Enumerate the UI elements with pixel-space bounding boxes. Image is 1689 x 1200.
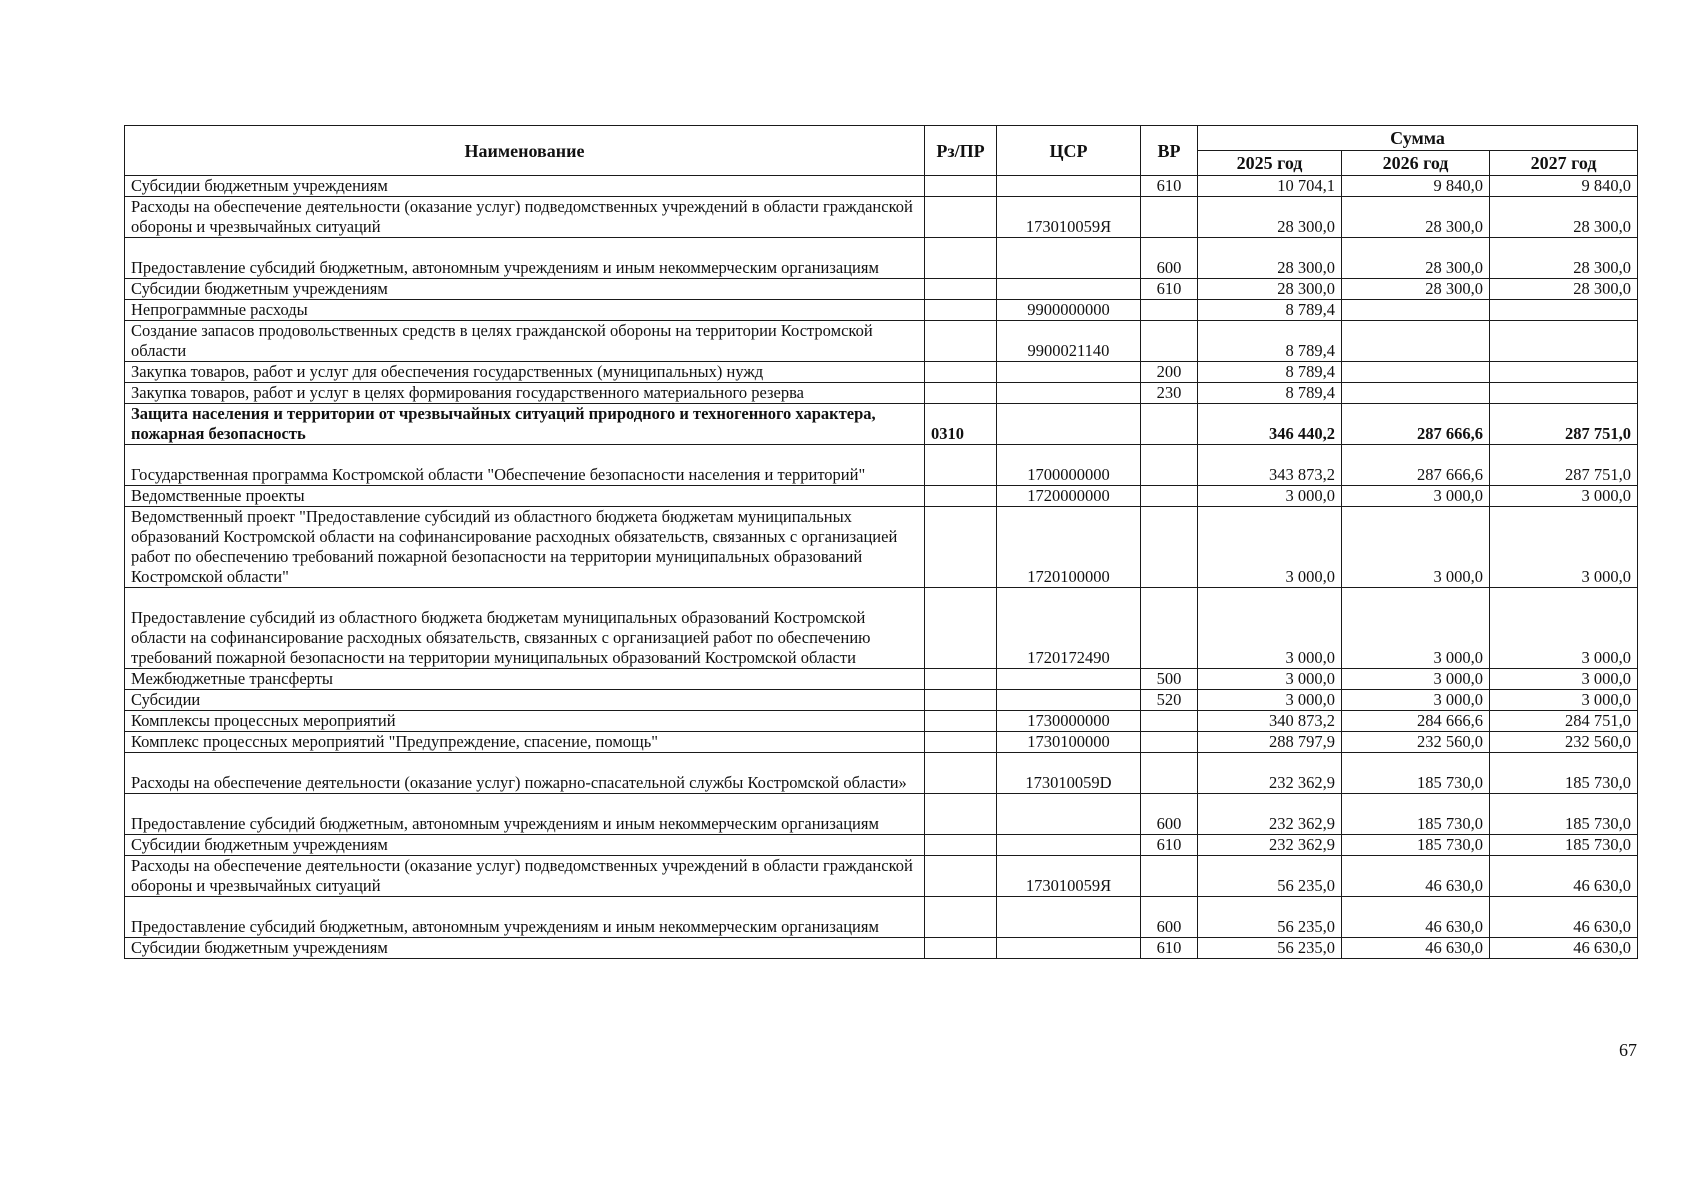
row-csr (997, 383, 1141, 404)
row-name: Ведомственные проекты (125, 486, 925, 507)
table-row (125, 897, 1638, 938)
header-year-2025: 2025 год (1198, 151, 1342, 176)
row-csr: 1730100000 (997, 732, 1141, 753)
row-rz (925, 753, 997, 794)
table-row (125, 279, 1638, 300)
table-row (125, 835, 1638, 856)
table-header (125, 126, 1638, 176)
row-rz (925, 732, 997, 753)
row-rz (925, 486, 997, 507)
row-sum-2025: 3 000,0 (1198, 486, 1342, 507)
row-sum-2025: 28 300,0 (1198, 197, 1342, 238)
row-name: Комплексы процессных мероприятий (125, 711, 925, 732)
row-name: Субсидии бюджетным учреждениям (125, 176, 925, 197)
row-sum-2027: 3 000,0 (1490, 669, 1638, 690)
row-sum-2027: 3 000,0 (1490, 690, 1638, 711)
row-vr (1141, 588, 1198, 669)
row-sum-2026: 3 000,0 (1342, 690, 1490, 711)
row-sum-2026: 28 300,0 (1342, 197, 1490, 238)
row-vr: 610 (1141, 835, 1198, 856)
row-rz (925, 176, 997, 197)
row-sum-2026: 46 630,0 (1342, 856, 1490, 897)
row-rz (925, 279, 997, 300)
row-rz (925, 445, 997, 486)
row-sum-2025: 56 235,0 (1198, 938, 1342, 959)
table-row (125, 588, 1638, 669)
row-sum-2026: 3 000,0 (1342, 588, 1490, 669)
row-name: Государственная программа Костромской области "Обеспечение безопасности населения и территорий" (125, 445, 925, 486)
row-sum-2025: 8 789,4 (1198, 321, 1342, 362)
row-name: Расходы на обеспечение деятельности (оказание услуг) подведомственных учреждений в области гражданской обороны и чрезвычайных ситуаций (125, 197, 925, 238)
row-vr: 500 (1141, 669, 1198, 690)
row-vr (1141, 753, 1198, 794)
row-sum-2027 (1490, 321, 1638, 362)
row-sum-2027: 28 300,0 (1490, 279, 1638, 300)
row-vr: 610 (1141, 176, 1198, 197)
table-row (125, 669, 1638, 690)
row-vr: 600 (1141, 897, 1198, 938)
row-sum-2026 (1342, 383, 1490, 404)
row-rz (925, 794, 997, 835)
table-row (125, 197, 1638, 238)
row-vr (1141, 732, 1198, 753)
row-name: Ведомственный проект "Предоставление субсидий из областного бюджета бюджетам муниципальных образований Костромской области на софинансирование расходных обязательств, связанных с организацией работ по обеспечению требований пожарной безопасности на территории муниципальных образований Костромской области" (125, 507, 925, 588)
row-name: Закупка товаров, работ и услуг в целях формирования государственного материального резерва (125, 383, 925, 404)
row-name: Создание запасов продовольственных средств в целях гражданской обороны на территории Костромской области (125, 321, 925, 362)
row-name: Предоставление субсидий бюджетным, автономным учреждениям и иным некоммерческим организациям (125, 238, 925, 279)
row-name: Непрограммные расходы (125, 300, 925, 321)
row-csr (997, 835, 1141, 856)
row-csr: 9900021140 (997, 321, 1141, 362)
row-vr (1141, 711, 1198, 732)
row-sum-2027: 287 751,0 (1490, 404, 1638, 445)
row-sum-2026: 3 000,0 (1342, 507, 1490, 588)
row-sum-2026: 46 630,0 (1342, 938, 1490, 959)
row-csr: 173010059D (997, 753, 1141, 794)
row-sum-2026: 3 000,0 (1342, 669, 1490, 690)
row-rz (925, 300, 997, 321)
header-name: Наименование (125, 126, 925, 176)
row-sum-2025: 8 789,4 (1198, 383, 1342, 404)
header-year-2027: 2027 год (1490, 151, 1638, 176)
row-vr: 610 (1141, 938, 1198, 959)
row-rz (925, 897, 997, 938)
row-sum-2025: 28 300,0 (1198, 238, 1342, 279)
row-csr: 1700000000 (997, 445, 1141, 486)
row-sum-2026: 284 666,6 (1342, 711, 1490, 732)
table-row (125, 176, 1638, 197)
row-sum-2025: 3 000,0 (1198, 690, 1342, 711)
row-sum-2025: 232 362,9 (1198, 835, 1342, 856)
row-sum-2027: 185 730,0 (1490, 835, 1638, 856)
row-rz (925, 321, 997, 362)
row-csr (997, 690, 1141, 711)
row-sum-2025: 28 300,0 (1198, 279, 1342, 300)
row-sum-2025: 288 797,9 (1198, 732, 1342, 753)
row-csr: 173010059Я (997, 856, 1141, 897)
table-body (125, 176, 1638, 959)
row-sum-2027: 9 840,0 (1490, 176, 1638, 197)
row-sum-2027: 3 000,0 (1490, 507, 1638, 588)
table-row (125, 690, 1638, 711)
table-row (125, 362, 1638, 383)
table-row (125, 238, 1638, 279)
row-csr: 173010059Я (997, 197, 1141, 238)
row-rz (925, 362, 997, 383)
row-rz (925, 690, 997, 711)
row-vr (1141, 321, 1198, 362)
table-row (125, 300, 1638, 321)
row-csr (997, 279, 1141, 300)
row-sum-2027: 284 751,0 (1490, 711, 1638, 732)
table-row (125, 732, 1638, 753)
table-row (125, 711, 1638, 732)
row-vr: 610 (1141, 279, 1198, 300)
row-vr: 600 (1141, 794, 1198, 835)
row-csr (997, 362, 1141, 383)
row-sum-2026 (1342, 300, 1490, 321)
row-sum-2025: 232 362,9 (1198, 753, 1342, 794)
row-vr (1141, 197, 1198, 238)
row-sum-2027 (1490, 383, 1638, 404)
row-sum-2027 (1490, 362, 1638, 383)
header-vr: ВР (1141, 126, 1198, 176)
row-sum-2025: 56 235,0 (1198, 856, 1342, 897)
row-sum-2025: 8 789,4 (1198, 362, 1342, 383)
row-name: Предоставление субсидий бюджетным, автономным учреждениям и иным некоммерческим организациям (125, 794, 925, 835)
row-sum-2027: 287 751,0 (1490, 445, 1638, 486)
row-csr (997, 238, 1141, 279)
row-sum-2026: 287 666,6 (1342, 445, 1490, 486)
row-sum-2027: 28 300,0 (1490, 238, 1638, 279)
table-row (125, 507, 1638, 588)
table-row (125, 938, 1638, 959)
row-name: Субсидии (125, 690, 925, 711)
row-sum-2025: 3 000,0 (1198, 588, 1342, 669)
row-vr (1141, 507, 1198, 588)
table-row (125, 794, 1638, 835)
row-sum-2026: 46 630,0 (1342, 897, 1490, 938)
row-vr: 600 (1141, 238, 1198, 279)
row-sum-2027: 46 630,0 (1490, 938, 1638, 959)
row-sum-2026 (1342, 362, 1490, 383)
row-sum-2025: 56 235,0 (1198, 897, 1342, 938)
row-sum-2027: 3 000,0 (1490, 588, 1638, 669)
table-row (125, 856, 1638, 897)
row-sum-2027: 46 630,0 (1490, 897, 1638, 938)
row-csr: 1720172490 (997, 588, 1141, 669)
row-csr: 9900000000 (997, 300, 1141, 321)
row-name: Субсидии бюджетным учреждениям (125, 279, 925, 300)
table-row (125, 383, 1638, 404)
row-sum-2027: 46 630,0 (1490, 856, 1638, 897)
row-rz (925, 197, 997, 238)
row-rz (925, 938, 997, 959)
row-csr (997, 794, 1141, 835)
row-sum-2026: 185 730,0 (1342, 794, 1490, 835)
row-vr (1141, 486, 1198, 507)
header-year-2026: 2026 год (1342, 151, 1490, 176)
row-sum-2026: 287 666,6 (1342, 404, 1490, 445)
row-name: Защита населения и территории от чрезвычайных ситуаций природного и техногенного характера, пожарная безопасность (125, 404, 925, 445)
row-name: Предоставление субсидий бюджетным, автономным учреждениям и иным некоммерческим организациям (125, 897, 925, 938)
row-sum-2027: 185 730,0 (1490, 753, 1638, 794)
row-vr (1141, 445, 1198, 486)
row-csr: 1730000000 (997, 711, 1141, 732)
row-csr (997, 897, 1141, 938)
table-row (125, 753, 1638, 794)
row-rz (925, 588, 997, 669)
header-rz: Рз/ПР (925, 126, 997, 176)
row-sum-2026 (1342, 321, 1490, 362)
row-name: Закупка товаров, работ и услуг для обеспечения государственных (муниципальных) нужд (125, 362, 925, 383)
row-rz: 0310 (925, 404, 997, 445)
row-name: Расходы на обеспечение деятельности (оказание услуг) подведомственных учреждений в области гражданской обороны и чрезвычайных ситуаций (125, 856, 925, 897)
page-number: 67 (1619, 1040, 1637, 1060)
row-sum-2026: 28 300,0 (1342, 238, 1490, 279)
row-sum-2025: 8 789,4 (1198, 300, 1342, 321)
row-sum-2026: 185 730,0 (1342, 835, 1490, 856)
row-rz (925, 835, 997, 856)
row-rz (925, 669, 997, 690)
row-vr (1141, 404, 1198, 445)
row-rz (925, 383, 997, 404)
header-csr: ЦСР (997, 126, 1141, 176)
row-rz (925, 711, 997, 732)
row-vr: 230 (1141, 383, 1198, 404)
row-sum-2026: 3 000,0 (1342, 486, 1490, 507)
row-name: Межбюджетные трансферты (125, 669, 925, 690)
table-row (125, 404, 1638, 445)
row-sum-2027: 28 300,0 (1490, 197, 1638, 238)
row-csr (997, 404, 1141, 445)
row-csr (997, 938, 1141, 959)
row-sum-2025: 346 440,2 (1198, 404, 1342, 445)
row-vr (1141, 856, 1198, 897)
budget-table (124, 125, 1638, 959)
table-row (125, 321, 1638, 362)
row-csr: 1720000000 (997, 486, 1141, 507)
table-row (125, 486, 1638, 507)
row-sum-2027 (1490, 300, 1638, 321)
row-sum-2027: 3 000,0 (1490, 486, 1638, 507)
row-csr: 1720100000 (997, 507, 1141, 588)
row-name: Комплекс процессных мероприятий "Предупреждение, спасение, помощь" (125, 732, 925, 753)
row-rz (925, 507, 997, 588)
table-row (125, 445, 1638, 486)
row-name: Предоставление субсидий из областного бюджета бюджетам муниципальных образований Костромской области на софинансирование расходных обязательств, связанных с организацией работ по обеспечению требований пожарной безопасности на территории муниципальных образований Костромской области (125, 588, 925, 669)
row-sum-2025: 3 000,0 (1198, 507, 1342, 588)
row-rz (925, 238, 997, 279)
row-sum-2025: 232 362,9 (1198, 794, 1342, 835)
row-csr (997, 669, 1141, 690)
row-sum-2025: 3 000,0 (1198, 669, 1342, 690)
row-sum-2025: 340 873,2 (1198, 711, 1342, 732)
header-sum: Сумма (1198, 126, 1638, 151)
row-sum-2027: 232 560,0 (1490, 732, 1638, 753)
row-name: Субсидии бюджетным учреждениям (125, 938, 925, 959)
row-sum-2025: 10 704,1 (1198, 176, 1342, 197)
row-sum-2026: 28 300,0 (1342, 279, 1490, 300)
row-vr: 200 (1141, 362, 1198, 383)
row-name: Расходы на обеспечение деятельности (оказание услуг) пожарно-спасательной службы Костромской области» (125, 753, 925, 794)
row-sum-2025: 343 873,2 (1198, 445, 1342, 486)
row-vr: 520 (1141, 690, 1198, 711)
row-vr (1141, 300, 1198, 321)
row-name: Субсидии бюджетным учреждениям (125, 835, 925, 856)
row-csr (997, 176, 1141, 197)
row-sum-2026: 9 840,0 (1342, 176, 1490, 197)
row-sum-2026: 185 730,0 (1342, 753, 1490, 794)
row-sum-2027: 185 730,0 (1490, 794, 1638, 835)
row-rz (925, 856, 997, 897)
row-sum-2026: 232 560,0 (1342, 732, 1490, 753)
